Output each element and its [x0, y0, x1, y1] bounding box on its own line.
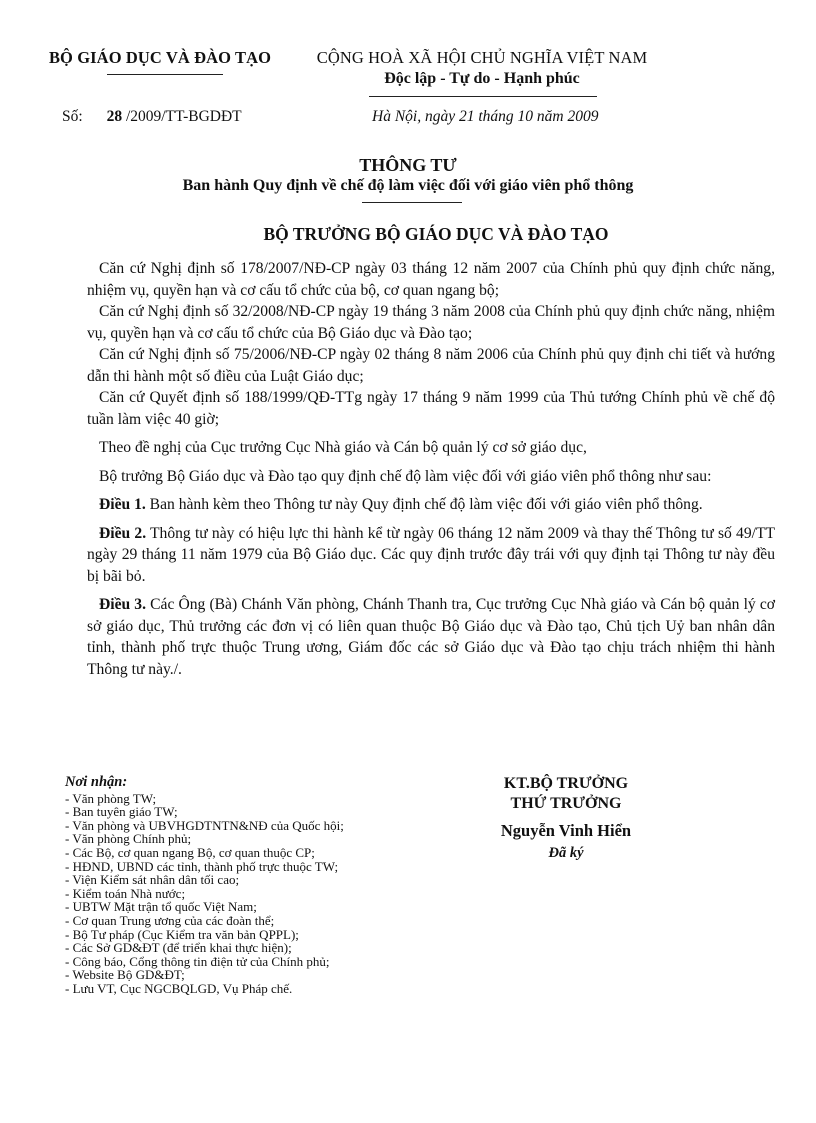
article-1: [87, 494, 775, 516]
recipient-item: - Công báo, Cổng thông tin điện tử của Chính phủ;: [65, 953, 330, 969]
motto-underline: [369, 96, 597, 97]
article-3-label: Điều 3.: [99, 596, 147, 613]
subtitle-underline: [362, 202, 462, 203]
number-value: 28: [106, 108, 123, 125]
document-type: THÔNG TƯ: [359, 155, 457, 175]
number-suffix: /2009/TT-BGDĐT: [122, 108, 242, 125]
recipient-item: - Các Bộ, cơ quan ngang Bộ, cơ quan thuộc CP;: [65, 844, 315, 860]
article-3: [87, 594, 775, 680]
document-body: [87, 258, 775, 680]
preamble-5: Theo đề nghị của Cục trưởng Cục Nhà giáo và Cán bộ quản lý cơ sở giáo dục,: [99, 439, 587, 456]
recipients-title: Nơi nhận:: [65, 774, 128, 790]
number-prefix: Số:: [62, 108, 87, 125]
article-3-text: Các Ông (Bà) Chánh Văn phòng, Chánh Thanh tra, Cục trưởng Cục Nhà giáo và Cán bộ quản lý cơ sở giáo dục, Thủ trưởng các đơn vị có liên quan thuộc Bộ Giáo dục và Đào tạo, Chủ tịch Uỷ ban nhân dân tỉnh, thành phố trực thuộc Trung ương, Giám đốc các sở Giáo dục và Đào tạo chịu trách nhiệm thi hành Thông tư này./.: [87, 596, 776, 678]
document-subtitle: Ban hành Quy định về chế độ làm việc đối với giáo viên phổ thông: [182, 177, 634, 194]
recipient-item: - Văn phòng Chính phủ;: [65, 831, 192, 847]
recipient-item: - Các Sở GD&ĐT (để triển khai thực hiện);: [65, 940, 292, 956]
recipients-list: [65, 776, 425, 996]
preamble-6: Bộ trưởng Bộ Giáo dục và Đào tạo quy định chế độ làm việc đối với giáo viên phổ thông như sau:: [99, 467, 712, 485]
signature-block: [454, 774, 678, 862]
issue-date: Hà Nội, ngày 21 tháng 10 năm 2009: [372, 108, 599, 125]
recipient-item: - Cơ quan Trung ương của các đoàn thể;: [65, 912, 275, 928]
preamble-3: Căn cứ Nghị định số 75/2006/NĐ-CP ngày 02 tháng 8 năm 2006 của Chính phủ quy định chi tiết và hướng dẫn thi hành một số điều của Luật Giáo dục;: [87, 346, 775, 385]
issuing-authority: BỘ TRƯỞNG BỘ GIÁO DỤC VÀ ĐÀO TẠO: [263, 224, 609, 244]
recipient-item: - Văn phòng và UBVHGDTNTN&NĐ của Quốc hội;: [65, 817, 344, 833]
signer-name: Nguyễn Vinh Hiển: [500, 821, 632, 840]
signature-title-2: THỨ TRƯỞNG: [510, 795, 622, 812]
recipient-item: - HĐND, UBND các tỉnh, thành phố trực thuộc TW;: [65, 858, 339, 874]
recipient-item: - Văn phòng TW;: [65, 790, 157, 806]
recipient-item: - Lưu VT, Cục NGCBQLGD, Vụ Pháp chế.: [65, 980, 293, 996]
preamble-4: Căn cứ Quyết định số 188/1999/QĐ-TTg ngày 17 tháng 9 năm 1999 của Thủ tướng Chính phủ về chế độ tuần làm việc 40 giờ;: [87, 389, 775, 428]
national-motto: Độc lập - Tự do - Hạnh phúc: [384, 70, 580, 87]
ministry-name: BỘ GIÁO DỤC VÀ ĐÀO TẠO: [48, 48, 272, 67]
recipient-item: - Ban tuyên giáo TW;: [65, 804, 178, 820]
preamble-2: Căn cứ Nghị định số 32/2008/NĐ-CP ngày 19 tháng 3 năm 2008 của Chính phủ quy định chức năng, nhiệm vụ, quyền hạn và cơ cấu tổ chức của Bộ Giáo dục và Đào tạo;: [87, 303, 775, 342]
recipient-item: - UBTW Mặt trận tổ quốc Việt Nam;: [65, 899, 257, 915]
article-1-label: Điều 1.: [99, 496, 146, 513]
republic-name: CỘNG HOÀ XÃ HỘI CHỦ NGHĨA VIỆT NAM: [316, 48, 648, 67]
article-2-label: Điều 2.: [99, 524, 147, 542]
signed-note: Đã ký: [548, 845, 584, 861]
ministry-underline: [107, 74, 223, 75]
preamble-1: Căn cứ Nghị định số 178/2007/NĐ-CP ngày 03 tháng 12 năm 2007 của Chính phủ quy định chức năng, nhiệm vụ, quyền hạn và cơ cấu tổ chức của bộ, cơ quan ngang bộ;: [87, 260, 775, 299]
article-1-text: Ban hành kèm theo Thông tư này Quy định chế độ làm việc đối với giáo viên phổ thông.: [145, 496, 703, 513]
article-2-text: Thông tư này có hiệu lực thi hành kể từ ngày 06 tháng 12 năm 2009 và thay thế Thông tư số 49/TT ngày 29 tháng 11 năm 1979 của Bộ Giáo dục. Các quy định trước đây trái với quy định tại Thông tư này đều bị bãi bỏ.: [87, 524, 775, 585]
recipient-item: - Viện Kiểm sát nhân dân tối cao;: [65, 872, 240, 888]
recipient-item: - Website Bộ GD&ĐT;: [65, 967, 185, 983]
recipient-item: - Bộ Tư pháp (Cục Kiểm tra văn bản QPPL);: [65, 926, 299, 942]
document-number: [62, 108, 242, 126]
recipient-item: - Kiểm toán Nhà nước;: [65, 885, 186, 901]
article-2: [87, 523, 775, 588]
signature-title-1: KT.BỘ TRƯỞNG: [503, 775, 629, 792]
